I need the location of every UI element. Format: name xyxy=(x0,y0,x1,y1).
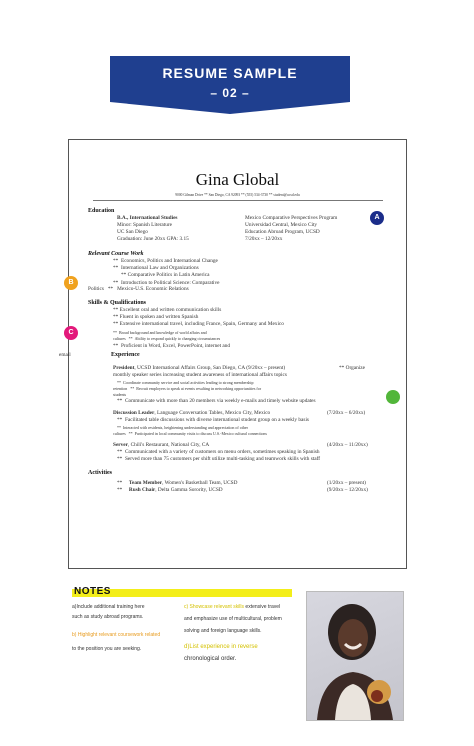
skill-item-continued: email xyxy=(59,352,71,358)
skill-item: ** Fluent in spoken and written Spanish xyxy=(113,314,199,320)
note-a-line1: a)Include additional training here xyxy=(72,604,145,610)
job-president-desc: monthly speaker series increasing student awareness of international affairs topics xyxy=(113,372,287,378)
course-item: ** International Law and Organizations xyxy=(113,265,199,271)
job-bullet: students xyxy=(113,392,127,397)
banner-number: – 02 – xyxy=(210,86,250,100)
job-bullet: ** Served more than 75 customers per shift utilize multi-tasking and teamwork skills with staff xyxy=(117,456,321,462)
marker-b: B xyxy=(64,276,78,290)
note-c-line3: solving and foreign language skills. xyxy=(184,628,262,634)
resume-name: Gina Global xyxy=(195,170,280,189)
job-server-dates: (4/20xx – 11/20xx) xyxy=(327,442,368,448)
skill-item: ** Broad background and knowledge of world affairs and xyxy=(113,330,207,335)
activity-item: ** Rush Chair, Delta Gamma Sorority, UCSD xyxy=(117,487,223,493)
job-bullet: ** Interacted with residents, heightening understanding and appreciation of other xyxy=(117,425,248,430)
note-c-line1: c) Showcase relevant skills extensive travel xyxy=(184,604,281,610)
job-discussion-dates: (7/20xx – 6/20xx) xyxy=(327,410,366,416)
contact-line: 9000 Gilman Drive ** San Diego, CA 92093 ** (555) 534-3730 ** student@ucsd.edu xyxy=(175,193,300,197)
coursework-heading: Relevant Course Work xyxy=(88,251,144,257)
course-item: ** Introduction to Political Science: Comparative xyxy=(113,280,220,286)
course-item: ** Economics, Politics and International Change xyxy=(113,258,218,264)
note-d-line1: d)List experience in reverse xyxy=(184,644,258,650)
abroad-program-name: Education Abroad Program, UCSD xyxy=(245,229,320,235)
abroad-university: Universidad Central, Mexico City xyxy=(245,222,318,228)
header-rule xyxy=(93,200,383,201)
job-bullet: ** Communicated with a variety of customers on menu orders, sometimes speaking in Spanish xyxy=(117,449,320,455)
person-photo-icon xyxy=(307,592,403,720)
notes-title: NOTES xyxy=(74,586,111,597)
marker-d xyxy=(386,390,400,404)
course-item: Politics ** Mexico-U.S. Economic Relations xyxy=(88,286,189,292)
school: UC San Diego xyxy=(117,229,148,235)
course-item: ** Comparative Politics in Latin America xyxy=(121,272,210,278)
activity-item: ** Team Member, Women's Basketball Team, UCSD xyxy=(117,480,238,486)
note-b-line1: b) Highlight relevant coursework related xyxy=(72,632,161,638)
job-bullet: retention ** Recruit employers to speak at events resulting in networking opportunities for xyxy=(113,386,262,391)
minor: Minor: Spanish Literature xyxy=(117,222,173,228)
note-b-line2: to the position you are seeking. xyxy=(72,646,142,652)
job-president: President, UCSD International Affairs Group, San Diego, CA (9/20xx – present) xyxy=(113,365,286,371)
skill-item: ** Proficient in Word, Excel, PowerPoint, internet and xyxy=(113,343,231,349)
education-heading: Education xyxy=(88,208,115,214)
degree: B.A., International Studies xyxy=(117,215,178,221)
marker-a: A xyxy=(370,211,384,225)
abroad-dates: 7/20xx – 12/20xx xyxy=(245,236,283,242)
activities-heading: Activities xyxy=(88,470,112,476)
skill-item: ** Excellent oral and written communication skills xyxy=(113,307,222,313)
resume-page xyxy=(59,139,407,569)
note-d-line2: chronological order. xyxy=(184,656,237,662)
banner-title: RESUME SAMPLE xyxy=(162,65,298,81)
banner-tip xyxy=(110,102,350,114)
abroad-program: Mexico Comparative Perspectives Program xyxy=(245,215,338,221)
skills-heading: Skills & Qualifications xyxy=(88,300,147,306)
job-server: Server, Chili's Restaurant, National City, CA xyxy=(113,442,210,448)
skill-item: ** Extensive international travel, including France, Spain, Germany and Mexico xyxy=(113,321,284,327)
activity-dates: (9/20xx – 12/20xx) xyxy=(327,487,368,493)
note-c-line2: and emphasize use of multicultural, problem xyxy=(184,616,282,622)
job-discussion-leader: Discussion Leader, Language Conversation Tables, Mexico City, Mexico xyxy=(113,410,271,416)
profile-photo xyxy=(306,591,404,721)
note-a-line2: such as study abroad programs. xyxy=(72,614,144,620)
marker-c: C xyxy=(64,326,78,340)
activity-dates: (1/20xx – present) xyxy=(327,480,366,486)
job-president-organize: ** Organize xyxy=(339,365,365,371)
job-bullet: ** Communicate with more than 20 members via weekly e-mails and timely website updates xyxy=(117,398,316,404)
job-bullet: ** Coordinate community service and social activities leading to strong membership xyxy=(117,380,254,385)
job-bullet: ** Facilitated table discussions with diverse international student group on a weekly basis xyxy=(117,417,309,423)
graduation: Graduation: June 20xx GPA: 3.15 xyxy=(117,236,189,242)
skill-item: cultures ** Ability to respond quickly to changing circumstances xyxy=(113,336,221,341)
job-bullet: cultures ** Participated in local community visits to discuss U.S.-Mexico cultural connections xyxy=(113,431,267,436)
experience-heading: Experience xyxy=(111,352,140,358)
